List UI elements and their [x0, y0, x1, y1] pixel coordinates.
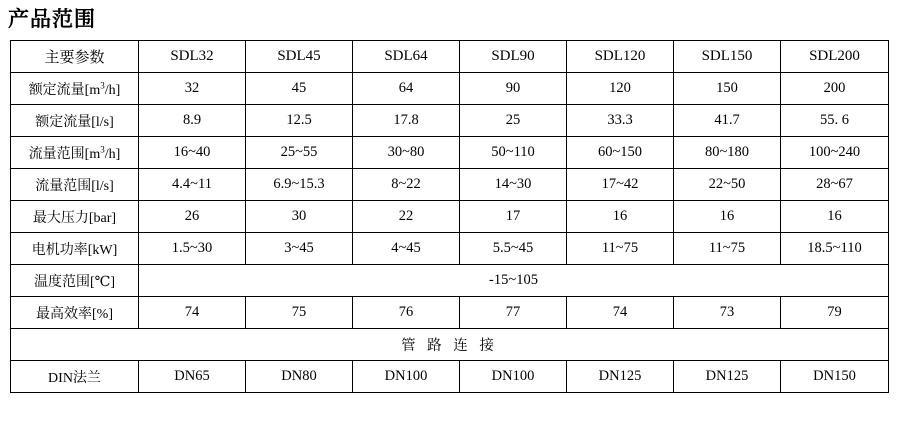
cell: 80~180	[674, 137, 781, 169]
table-row	[11, 201, 889, 233]
header-cell-model-3: SDL64	[353, 41, 460, 73]
cell: 32	[139, 73, 246, 105]
header-cell-model-2: SDL45	[246, 41, 353, 73]
row-label-din-flange: DIN法兰	[11, 361, 139, 393]
cell: 79	[781, 297, 889, 329]
cell: DN125	[567, 361, 674, 393]
cell: 200	[781, 73, 889, 105]
table-row	[11, 105, 889, 137]
cell: 30~80	[353, 137, 460, 169]
cell: 4~45	[353, 233, 460, 265]
cell: 55. 6	[781, 105, 889, 137]
row-label-flow-range-m3h: 流量范围$[m^3/h]$	[11, 137, 139, 169]
cell: 16	[567, 201, 674, 233]
cell: 150	[674, 73, 781, 105]
header-cell-model-6: SDL150	[674, 41, 781, 73]
cell-temperature-value: -15~105	[139, 265, 889, 297]
cell: 11~75	[567, 233, 674, 265]
cell: 16	[781, 201, 889, 233]
cell: 1.5~30	[139, 233, 246, 265]
cell: 6.9~15.3	[246, 169, 353, 201]
cell: 14~30	[460, 169, 567, 201]
cell: 16~40	[139, 137, 246, 169]
cell: 4.4~11	[139, 169, 246, 201]
cell: DN100	[353, 361, 460, 393]
cell: 75	[246, 297, 353, 329]
row-label-max-pressure: 最大压力[bar]	[11, 201, 139, 233]
cell: 8~22	[353, 169, 460, 201]
cell: 22	[353, 201, 460, 233]
cell: DN100	[460, 361, 567, 393]
table-section-row-pipe-connection	[11, 329, 889, 361]
cell: DN125	[674, 361, 781, 393]
section-label-pipe-connection: 管 路 连 接	[11, 329, 889, 361]
table-row	[11, 297, 889, 329]
cell: 74	[567, 297, 674, 329]
cell: DN80	[246, 361, 353, 393]
table-row	[11, 169, 889, 201]
page-title: 产品范围	[8, 8, 96, 31]
cell: 30	[246, 201, 353, 233]
cell: 77	[460, 297, 567, 329]
cell: DN150	[781, 361, 889, 393]
cell: 3~45	[246, 233, 353, 265]
header-cell-model-5: SDL120	[567, 41, 674, 73]
table-row	[11, 361, 889, 393]
row-label-rated-flow-m3h: 额定流量$[m^3/h]$	[11, 73, 139, 105]
table-row	[11, 233, 889, 265]
cell: 33.3	[567, 105, 674, 137]
header-cell-model-7: SDL200	[781, 41, 889, 73]
cell: 26	[139, 201, 246, 233]
row-label-rated-flow-ls: 额定流量[l/s]	[11, 105, 139, 137]
cell: DN65	[139, 361, 246, 393]
cell: 22~50	[674, 169, 781, 201]
row-label-motor-power: 电机功率[kW]	[11, 233, 139, 265]
table-row-temperature	[11, 265, 889, 297]
table-row	[11, 73, 889, 105]
table-row	[11, 137, 889, 169]
header-cell-model-1: SDL32	[139, 41, 246, 73]
document-page	[0, 6, 900, 438]
header-cell-param: 主要参数	[11, 41, 139, 73]
cell: 64	[353, 73, 460, 105]
cell: 50~110	[460, 137, 567, 169]
cell: 17	[460, 201, 567, 233]
cell: 74	[139, 297, 246, 329]
row-label-temperature-range: 温度范围[℃]	[11, 265, 139, 297]
cell: 28~67	[781, 169, 889, 201]
cell: 16	[674, 201, 781, 233]
row-label-flow-range-ls: 流量范围[l/s]	[11, 169, 139, 201]
row-label-max-efficiency: 最高效率[%]	[11, 297, 139, 329]
cell: 76	[353, 297, 460, 329]
cell: 25~55	[246, 137, 353, 169]
cell: 25	[460, 105, 567, 137]
cell: 41.7	[674, 105, 781, 137]
cell: 120	[567, 73, 674, 105]
cell: 5.5~45	[460, 233, 567, 265]
cell: 100~240	[781, 137, 889, 169]
cell: 18.5~110	[781, 233, 889, 265]
cell: 90	[460, 73, 567, 105]
cell: 17.8	[353, 105, 460, 137]
cell: 17~42	[567, 169, 674, 201]
table-header-row	[11, 41, 889, 73]
cell: 12.5	[246, 105, 353, 137]
cell: 8.9	[139, 105, 246, 137]
header-cell-model-4: SDL90	[460, 41, 567, 73]
cell: 45	[246, 73, 353, 105]
spec-table-container	[10, 40, 890, 393]
cell: 60~150	[567, 137, 674, 169]
product-range-table	[10, 40, 889, 393]
cell: 11~75	[674, 233, 781, 265]
cell: 73	[674, 297, 781, 329]
